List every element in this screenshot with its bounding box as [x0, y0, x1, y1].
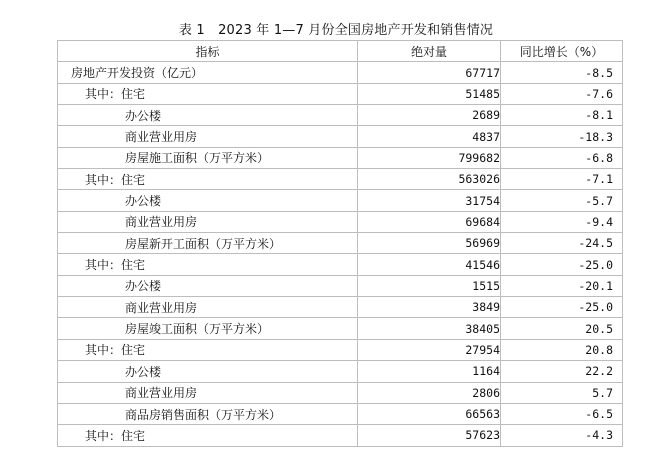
table-row [58, 211, 623, 232]
row-growth-percent: 20.8 [501, 339, 623, 360]
row-absolute-value: 56969 [358, 233, 501, 254]
row-absolute-value: 2806 [358, 382, 501, 403]
table-row [58, 297, 623, 318]
row-growth-percent: 5.7 [501, 382, 623, 403]
row-growth-percent: -6.8 [501, 147, 623, 168]
table-row [58, 361, 623, 382]
table-row [58, 233, 623, 254]
row-absolute-value: 31754 [358, 190, 501, 211]
table-row [58, 275, 623, 296]
table-row [58, 339, 623, 360]
row-indicator-name: 商业营业用房 [58, 211, 358, 232]
row-growth-percent: 20.5 [501, 318, 623, 339]
row-growth-percent: -8.5 [501, 62, 623, 83]
row-indicator-name: 办公楼 [58, 105, 358, 126]
row-growth-percent: -8.1 [501, 105, 623, 126]
table-row [58, 169, 623, 190]
row-indicator-name: 办公楼 [58, 361, 358, 382]
table-row [58, 425, 623, 446]
row-growth-percent: -7.1 [501, 169, 623, 190]
row-absolute-value: 67717 [358, 62, 501, 83]
row-absolute-value: 41546 [358, 254, 501, 275]
row-indicator-name: 其中：住宅 [58, 83, 358, 104]
table-body [58, 62, 623, 446]
row-indicator-name: 房屋竣工面积（万平方米） [58, 318, 358, 339]
row-indicator-name: 其中：住宅 [58, 339, 358, 360]
row-indicator-name: 商品房销售面积（万平方米） [58, 403, 358, 424]
table-row [58, 190, 623, 211]
row-growth-percent: -25.0 [501, 254, 623, 275]
table-caption: 表 1 2023 年 1—7 月份全国房地产开发和销售情况 [178, 23, 494, 38]
table-row [58, 62, 623, 83]
table-row [58, 318, 623, 339]
row-absolute-value: 69684 [358, 211, 501, 232]
statistics-table [57, 40, 623, 447]
row-absolute-value: 66563 [358, 403, 501, 424]
row-growth-percent: -25.0 [501, 297, 623, 318]
table-row [58, 105, 623, 126]
row-indicator-name: 办公楼 [58, 190, 358, 211]
row-growth-percent: -24.5 [501, 233, 623, 254]
table-header-row [58, 41, 623, 62]
row-growth-percent: -20.1 [501, 275, 623, 296]
row-indicator-name: 其中：住宅 [58, 254, 358, 275]
row-absolute-value: 1164 [358, 361, 501, 382]
row-indicator-name: 房屋新开工面积（万平方米） [58, 233, 358, 254]
row-indicator-name: 其中：住宅 [58, 425, 358, 446]
column-header-absolute: 绝对量 [358, 41, 501, 62]
row-growth-percent: -5.7 [501, 190, 623, 211]
row-indicator-name: 其中：住宅 [58, 169, 358, 190]
row-growth-percent: -18.3 [501, 126, 623, 147]
column-header-indicator: 指标 [58, 41, 358, 62]
row-growth-percent: -6.5 [501, 403, 623, 424]
column-header-growth: 同比增长（%） [501, 41, 623, 62]
row-absolute-value: 51485 [358, 83, 501, 104]
table-row [58, 126, 623, 147]
row-indicator-name: 办公楼 [58, 275, 358, 296]
row-absolute-value: 563026 [358, 169, 501, 190]
table-row [58, 147, 623, 168]
row-absolute-value: 1515 [358, 275, 501, 296]
table-row [58, 403, 623, 424]
row-absolute-value: 799682 [358, 147, 501, 168]
row-absolute-value: 3849 [358, 297, 501, 318]
row-absolute-value: 4837 [358, 126, 501, 147]
row-growth-percent: -4.3 [501, 425, 623, 446]
table-row [58, 382, 623, 403]
row-indicator-name: 商业营业用房 [58, 126, 358, 147]
row-absolute-value: 2689 [358, 105, 501, 126]
table-row [58, 254, 623, 275]
row-indicator-name: 房地产开发投资（亿元） [58, 62, 358, 83]
row-growth-percent: -9.4 [501, 211, 623, 232]
table-row [58, 83, 623, 104]
row-indicator-name: 商业营业用房 [58, 382, 358, 403]
row-growth-percent: -7.6 [501, 83, 623, 104]
row-absolute-value: 38405 [358, 318, 501, 339]
row-absolute-value: 57623 [358, 425, 501, 446]
row-growth-percent: 22.2 [501, 361, 623, 382]
row-absolute-value: 27954 [358, 339, 501, 360]
row-indicator-name: 商业营业用房 [58, 297, 358, 318]
row-indicator-name: 房屋施工面积（万平方米） [58, 147, 358, 168]
